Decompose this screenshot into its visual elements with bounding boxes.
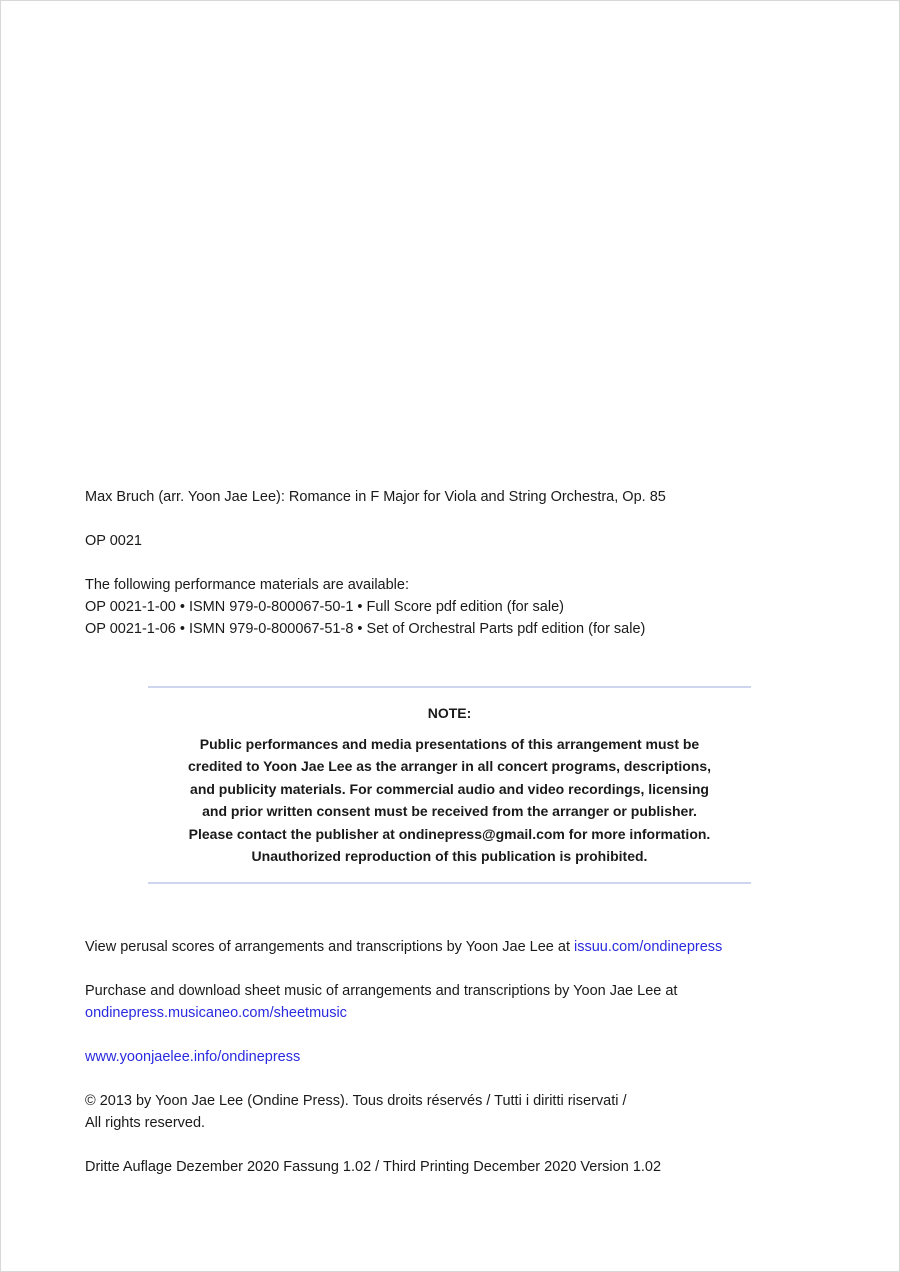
spacer: [85, 958, 825, 980]
catalog-number: OP 0021: [85, 533, 142, 549]
copyright-line-1: © 2013 by Yoon Jae Lee (Ondine Press). Tous droits réservés / Tutti i diritti riservati /: [85, 1092, 627, 1109]
materials-item-full-score: OP 0021-1-00 • ISMN 979-0-800067-50-1 • Full Score pdf edition (for sale): [85, 599, 564, 615]
printing-info: Dritte Auflage Dezember 2020 Fassung 1.02 / Third Printing December 2020 Version 1.02: [85, 1158, 662, 1175]
note-line: Please contact the publisher at ondinepress@gmail.com for more information.: [188, 825, 711, 842]
note-line: and publicity materials. For commercial audio and video recordings, licensing: [190, 780, 709, 797]
spacer: [85, 1134, 825, 1156]
note-line: credited to Yoon Jae Lee as the arranger in all concert programs, descriptions,: [187, 758, 712, 774]
spacer: [85, 1024, 825, 1046]
purchase-line-link: [85, 1002, 825, 1024]
materials-item-parts: OP 0021-1-06 • ISMN 979-0-800067-51-8 • Set of Orchestral Parts pdf edition (for sale): [85, 621, 646, 637]
website-line: [85, 1046, 825, 1068]
note-box: [148, 686, 751, 884]
spacer: [85, 508, 825, 530]
website-link[interactable]: www.yoonjaelee.info/ondinepress: [85, 1048, 301, 1065]
copyright-line-2: All rights reserved.: [85, 1114, 206, 1131]
spacer: [85, 1068, 825, 1090]
note-line: and prior written consent must be received from the arranger or publisher.: [202, 803, 697, 819]
perusal-text: View perusal scores of arrangements and transcriptions by Yoon Jae Lee at: [85, 938, 574, 955]
perusal-line: [85, 936, 825, 958]
note-line: Unauthorized reproduction of this publication is prohibited.: [251, 848, 648, 864]
issuu-link[interactable]: issuu.com/ondinepress: [574, 938, 723, 955]
note-title: NOTE:: [427, 705, 472, 721]
note-line: Public performances and media presentations of this arrangement must be: [199, 735, 700, 752]
imprint-page-content: [85, 486, 825, 1178]
purchase-text: Purchase and download sheet music of arrangements and transcriptions by Yoon Jae Lee at: [85, 982, 678, 999]
spacer: [85, 884, 825, 936]
musicaneo-link[interactable]: ondinepress.musicaneo.com/sheetmusic: [85, 1004, 347, 1021]
work-title: Max Bruch (arr. Yoon Jae Lee): Romance in F Major for Viola and String Orchestra, Op. 85: [85, 489, 666, 505]
spacer: [85, 552, 825, 574]
materials-intro: The following performance materials are available:: [85, 577, 409, 593]
spacer: [85, 640, 825, 686]
